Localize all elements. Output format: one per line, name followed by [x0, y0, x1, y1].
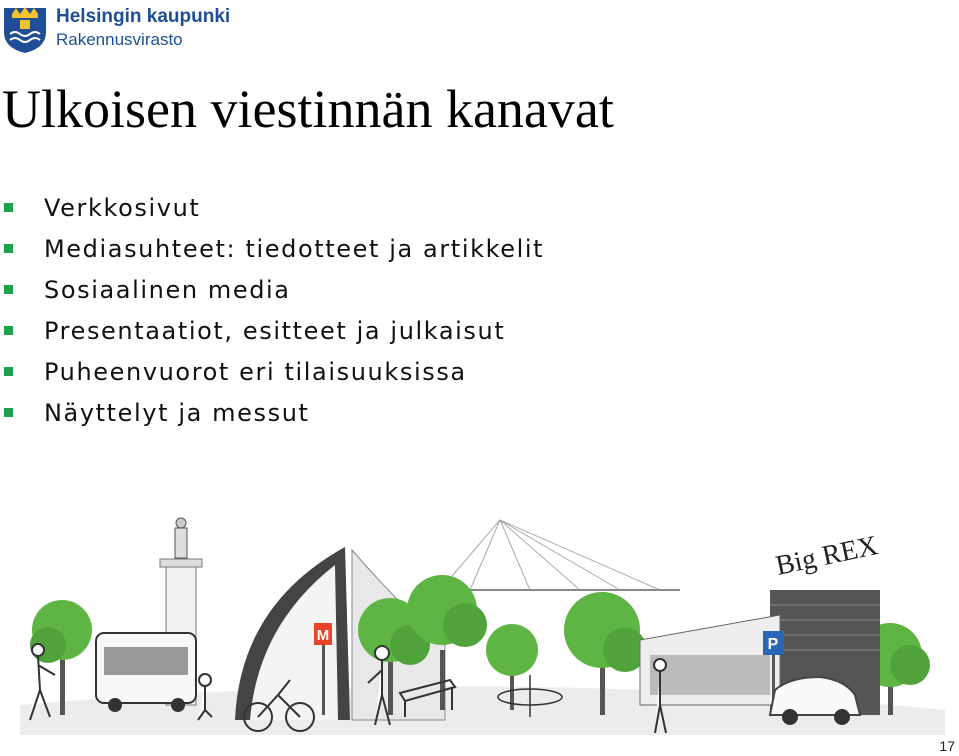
bullet-text: Sosiaalinen media [44, 276, 291, 304]
bullet-text: Mediasuhteet: tiedotteet ja artikkelit [44, 235, 545, 263]
bullet-list [0, 188, 544, 434]
tree-icon [30, 600, 92, 715]
bullet-item [0, 393, 544, 434]
bullet-marker [4, 244, 13, 253]
parking-letter: P [767, 636, 779, 653]
bullet-marker [4, 408, 13, 417]
bridge-icon [430, 520, 680, 590]
bullet-marker [4, 367, 13, 376]
logo [0, 0, 260, 56]
rex-sign: Big REX [773, 530, 881, 582]
bullet-text: Puheenvuorot eri tilaisuuksissa [44, 358, 467, 386]
slide-title: Ulkoisen viestinnän kanavat [2, 79, 614, 139]
metro-letter: M [316, 627, 330, 644]
bus-icon [96, 633, 196, 712]
city-illustration [0, 505, 959, 756]
logo-department-name: Rakennusvirasto [56, 30, 183, 49]
bullet-item [0, 311, 544, 352]
helsinki-crest-icon [2, 2, 48, 54]
bullet-text: Näyttelyt ja messut [44, 399, 310, 427]
bullet-item [0, 188, 544, 229]
page-number: 17 [939, 738, 955, 754]
bullet-marker [4, 203, 13, 212]
logo-city-name: Helsingin kaupunki [56, 6, 231, 27]
bullet-marker [4, 285, 13, 294]
bullet-text: Verkkosivut [44, 194, 201, 222]
bullet-item [0, 352, 544, 393]
bullet-item [0, 270, 544, 311]
bullet-marker [4, 326, 13, 335]
bullet-text: Presentaatiot, esitteet ja julkaisut [44, 317, 506, 345]
bullet-item [0, 229, 544, 270]
